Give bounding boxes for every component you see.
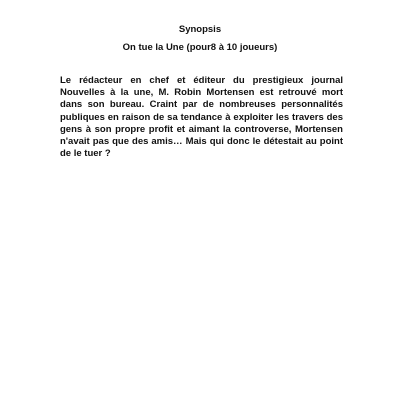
paragraph-line: Nouvelles à la une, M. Robin Mortensen est retrouvé mort xyxy=(60,87,343,99)
paragraph-line: publiques en raison de sa tendance à exploiter les travers des xyxy=(60,111,343,123)
game-title-subheading: On tue la Une (pour8 à 10 joueurs) xyxy=(122,42,278,53)
paragraph-line: de le tuer ? xyxy=(60,148,111,160)
paragraph-line: dans son bureau. Craint par de nombreuses personnalités xyxy=(60,99,343,111)
paragraph-line: n'avait pas que des amis… Mais qui donc le détestait au point xyxy=(60,136,343,148)
synopsis-paragraph xyxy=(60,75,343,160)
synopsis-heading: Synopsis xyxy=(178,24,222,35)
paragraph-line: gens à son propre profit et aimant la controverse, Mortensen xyxy=(60,123,343,135)
paragraph-line: Le rédacteur en chef et éditeur du prestigieux journal xyxy=(60,75,343,86)
